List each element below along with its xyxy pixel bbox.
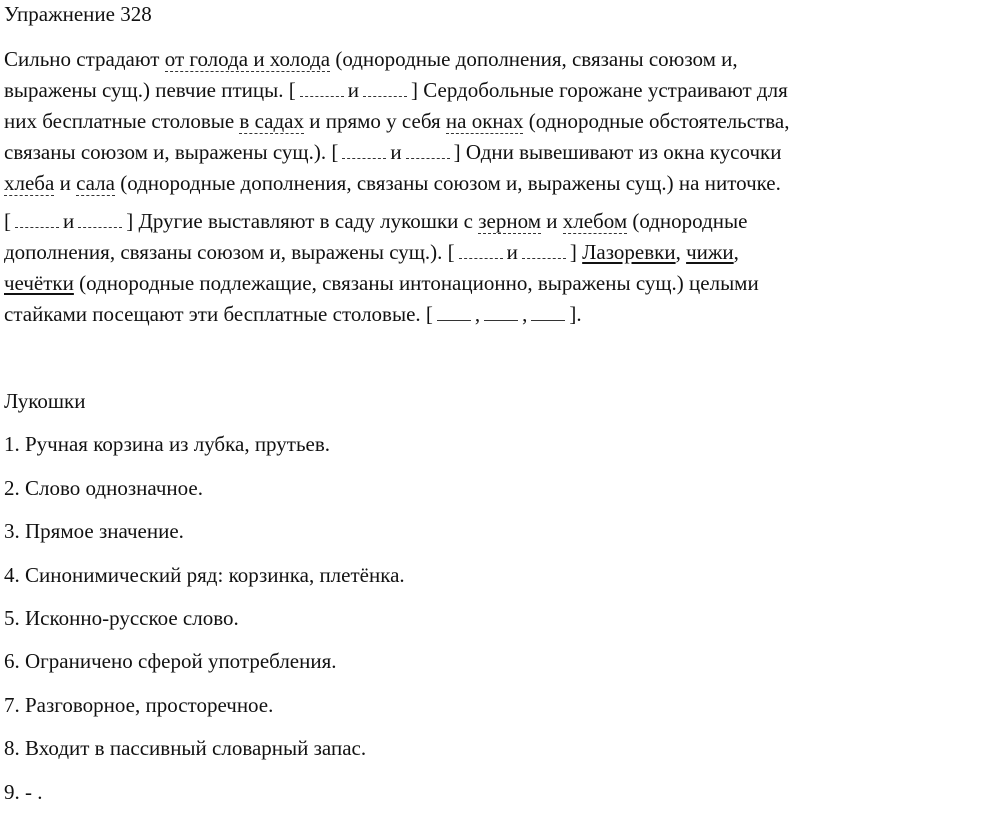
text-segment: (однородные bbox=[627, 209, 748, 233]
list-heading: Лукошки bbox=[4, 389, 86, 413]
text-segment: [ bbox=[4, 209, 11, 233]
list-item: 5. Исконно-русское слово. bbox=[4, 605, 239, 630]
underlined-sentence-member: хлеба bbox=[4, 171, 55, 195]
text-segment: , bbox=[675, 240, 687, 264]
text-segment: и bbox=[54, 171, 77, 195]
underlined-sentence-member: на окнах bbox=[445, 109, 524, 133]
text-line bbox=[4, 75, 789, 106]
list-item: 2. Слово однозначное. bbox=[4, 475, 203, 500]
underlined-sentence-member: чечётки bbox=[4, 271, 74, 295]
list-item: 1. Ручная корзина из лубка, прутьев. bbox=[4, 432, 331, 457]
text-segment: дополнения, связаны союзом и, выражены сущ.). [ bbox=[4, 240, 455, 264]
word-analysis-list bbox=[4, 386, 405, 820]
text-segment: и bbox=[506, 240, 518, 264]
answer-blank bbox=[522, 240, 566, 259]
text-line bbox=[4, 237, 759, 268]
text-segment: и bbox=[540, 209, 563, 233]
text-segment: ]. bbox=[569, 302, 582, 326]
answer-blank bbox=[437, 302, 471, 321]
text-segment: выражены сущ.) певчие птицы. [ bbox=[4, 78, 296, 102]
text-segment: , bbox=[733, 240, 739, 264]
underlined-sentence-member: хлебом bbox=[562, 209, 628, 233]
text-segment: и прямо у себя bbox=[304, 109, 446, 133]
text-segment: (однородные дополнения, связаны союзом и, bbox=[330, 47, 738, 71]
text-line bbox=[4, 44, 789, 75]
underlined-sentence-member: зерном bbox=[478, 209, 541, 233]
answer-blank bbox=[78, 209, 122, 228]
text-segment: ] Одни вывешивают из окна кусочки bbox=[453, 140, 782, 164]
answer-blank bbox=[459, 240, 503, 259]
text-segment: ] Другие выставляют в саду лукошки с bbox=[126, 209, 479, 233]
underlined-sentence-member: сала bbox=[76, 171, 115, 195]
underlined-sentence-member: Лазоревки bbox=[582, 240, 676, 264]
text-segment: ] bbox=[569, 240, 583, 264]
text-line bbox=[4, 137, 789, 168]
text-segment: , bbox=[474, 302, 481, 326]
underlined-sentence-member: чижи bbox=[686, 240, 734, 264]
answer-blank bbox=[484, 302, 518, 321]
text-segment: Сильно страдают bbox=[4, 47, 165, 71]
list-item: 7. Разговорное, просторечное. bbox=[4, 692, 274, 717]
text-line bbox=[4, 299, 759, 330]
text-segment: ] Сердобольные горожане устраивают для bbox=[411, 78, 788, 102]
list-item: 9. - . bbox=[4, 779, 43, 804]
text-segment: них бесплатные столовые bbox=[4, 109, 240, 133]
answer-blank bbox=[15, 209, 59, 228]
exercise-title: Упражнение 328 bbox=[4, 2, 152, 26]
list-item: 8. Входит в пассивный словарный запас. bbox=[4, 736, 367, 761]
list-item: 6. Ограничено сферой употребления. bbox=[4, 649, 337, 674]
answer-blank bbox=[531, 302, 565, 321]
text-segment: стайками посещают эти бесплатные столовые. [ bbox=[4, 302, 433, 326]
text-segment: и bbox=[63, 209, 75, 233]
text-segment: и bbox=[390, 140, 402, 164]
underlined-sentence-member: от голода и холода bbox=[164, 47, 331, 71]
text-segment: (однородные подлежащие, связаны интонационно, выражены сущ.) целыми bbox=[73, 271, 759, 295]
text-line bbox=[4, 168, 789, 199]
text-line bbox=[4, 268, 759, 299]
list-item: 3. Прямое значение. bbox=[4, 519, 184, 544]
answer-blank bbox=[406, 140, 450, 159]
text-segment: и bbox=[347, 78, 359, 102]
paragraph-1 bbox=[4, 44, 789, 199]
text-segment: связаны союзом и, выражены сущ.). [ bbox=[4, 140, 339, 164]
list-item: 4. Синонимический ряд: корзинка, плетёнка. bbox=[4, 562, 405, 587]
answer-blank bbox=[342, 140, 386, 159]
text-line bbox=[4, 206, 759, 237]
text-line bbox=[4, 106, 789, 137]
text-segment: (однородные обстоятельства, bbox=[523, 109, 790, 133]
text-segment: (однородные дополнения, связаны союзом и, выражены сущ.) на ниточке. bbox=[114, 171, 781, 195]
text-segment: , bbox=[522, 302, 528, 326]
answer-blank bbox=[300, 78, 344, 97]
underlined-sentence-member: в садах bbox=[239, 109, 304, 133]
paragraph-2 bbox=[4, 206, 759, 330]
answer-blank bbox=[363, 78, 407, 97]
